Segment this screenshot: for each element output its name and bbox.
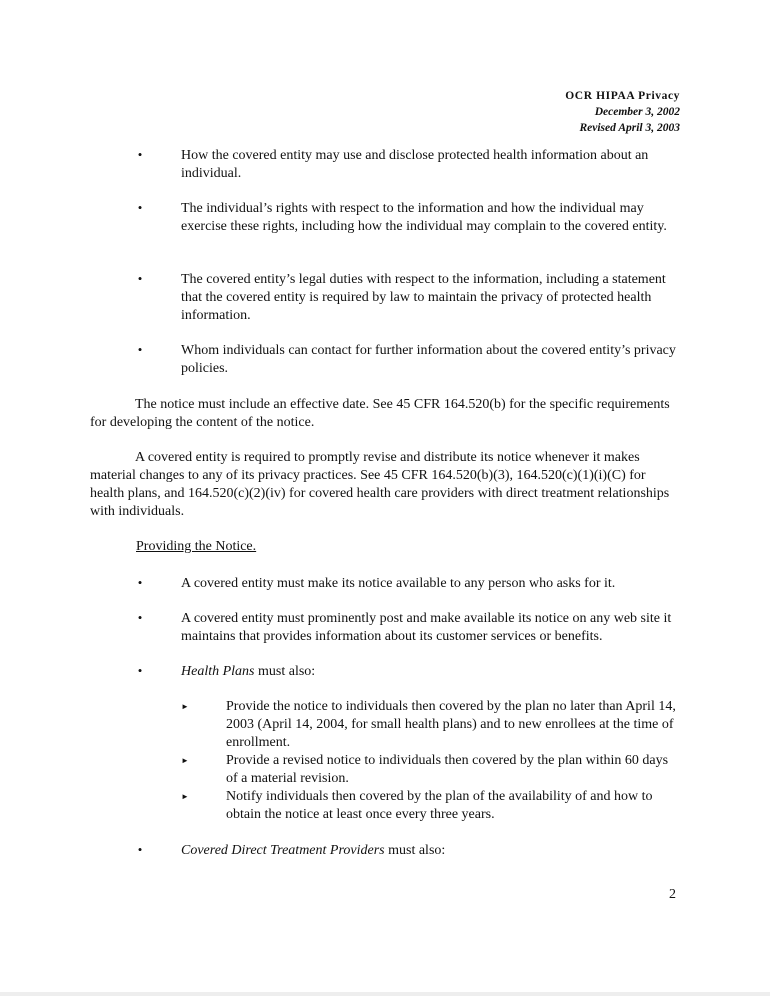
list-item: A covered entity must make its notice available to any person who asks for it. <box>181 576 616 591</box>
section-heading: Providing the Notice. <box>136 539 257 554</box>
list-item: A covered entity must prominently post and make available its notice on any web site it maintains that provides information about its customer services or benefits. <box>181 611 672 644</box>
list-item: How the covered entity may use and disclose protected health information about an individual. <box>181 148 649 181</box>
bullet-icon: • <box>137 200 143 215</box>
direct-providers-label: Covered Direct Treatment Providers <box>181 843 385 858</box>
health-plans-suffix: must also: <box>254 664 316 679</box>
header-title: OCR HIPAA Privacy <box>565 90 680 102</box>
bullet-icon: • <box>137 575 143 590</box>
arrow-bullet-icon: ► <box>181 792 189 801</box>
paragraph-revise-notice: A covered entity is required to promptly revise and distribute its notice whenever it makes material changes to any of its privacy practices. See 45 CFR 164.520(b)(3), 164.520(c)(1)(i)(C) for health plans, and 164.520(c)(2)(iv) for covered health care providers with direct treatment relationships with individuals. <box>90 450 670 519</box>
bullet-icon: • <box>137 147 143 162</box>
list-item-health-plans <box>181 663 681 681</box>
bullet-icon: • <box>137 842 143 857</box>
bullet-icon: • <box>137 610 143 625</box>
sub-list-item: Provide a revised notice to individuals then covered by the plan within 60 days of a material revision. <box>226 753 669 786</box>
header-date: December 3, 2002 <box>594 106 680 118</box>
list-item: Whom individuals can contact for further information about the covered entity’s privacy policies. <box>181 343 676 376</box>
health-plans-label: Health Plans <box>181 664 255 679</box>
viewer-bottom-edge <box>0 992 770 996</box>
arrow-bullet-icon: ► <box>181 756 189 765</box>
document-header <box>565 88 680 136</box>
list-item: The covered entity’s legal duties with respect to the information, including a statement that the covered entity is required by law to maintain the privacy of protected health information. <box>181 272 666 323</box>
arrow-bullet-icon: ► <box>181 702 189 711</box>
paragraph-effective-date: The notice must include an effective date. See 45 CFR 164.520(b) for the specific requirements for developing the content of the notice. <box>90 397 670 430</box>
bullet-icon: • <box>137 271 143 286</box>
direct-providers-suffix: must also: <box>384 843 446 858</box>
bullet-icon: • <box>137 663 143 678</box>
page-number: 2 <box>669 887 676 902</box>
list-item-direct-providers <box>181 842 681 860</box>
bullet-icon: • <box>137 342 143 357</box>
header-revised-date: Revised April 3, 2003 <box>579 122 680 134</box>
sub-list-item: Notify individuals then covered by the plan of the availability of and how to obtain the notice at least once every three years. <box>226 789 653 822</box>
list-item: The individual’s rights with respect to the information and how the individual may exercise these rights, including how the individual may complain to the covered entity. <box>181 201 667 234</box>
sub-list-item: Provide the notice to individuals then covered by the plan no later than April 14, 2003 (April 14, 2004, for small health plans) and to new enrollees at the time of enrollment. <box>226 699 676 750</box>
